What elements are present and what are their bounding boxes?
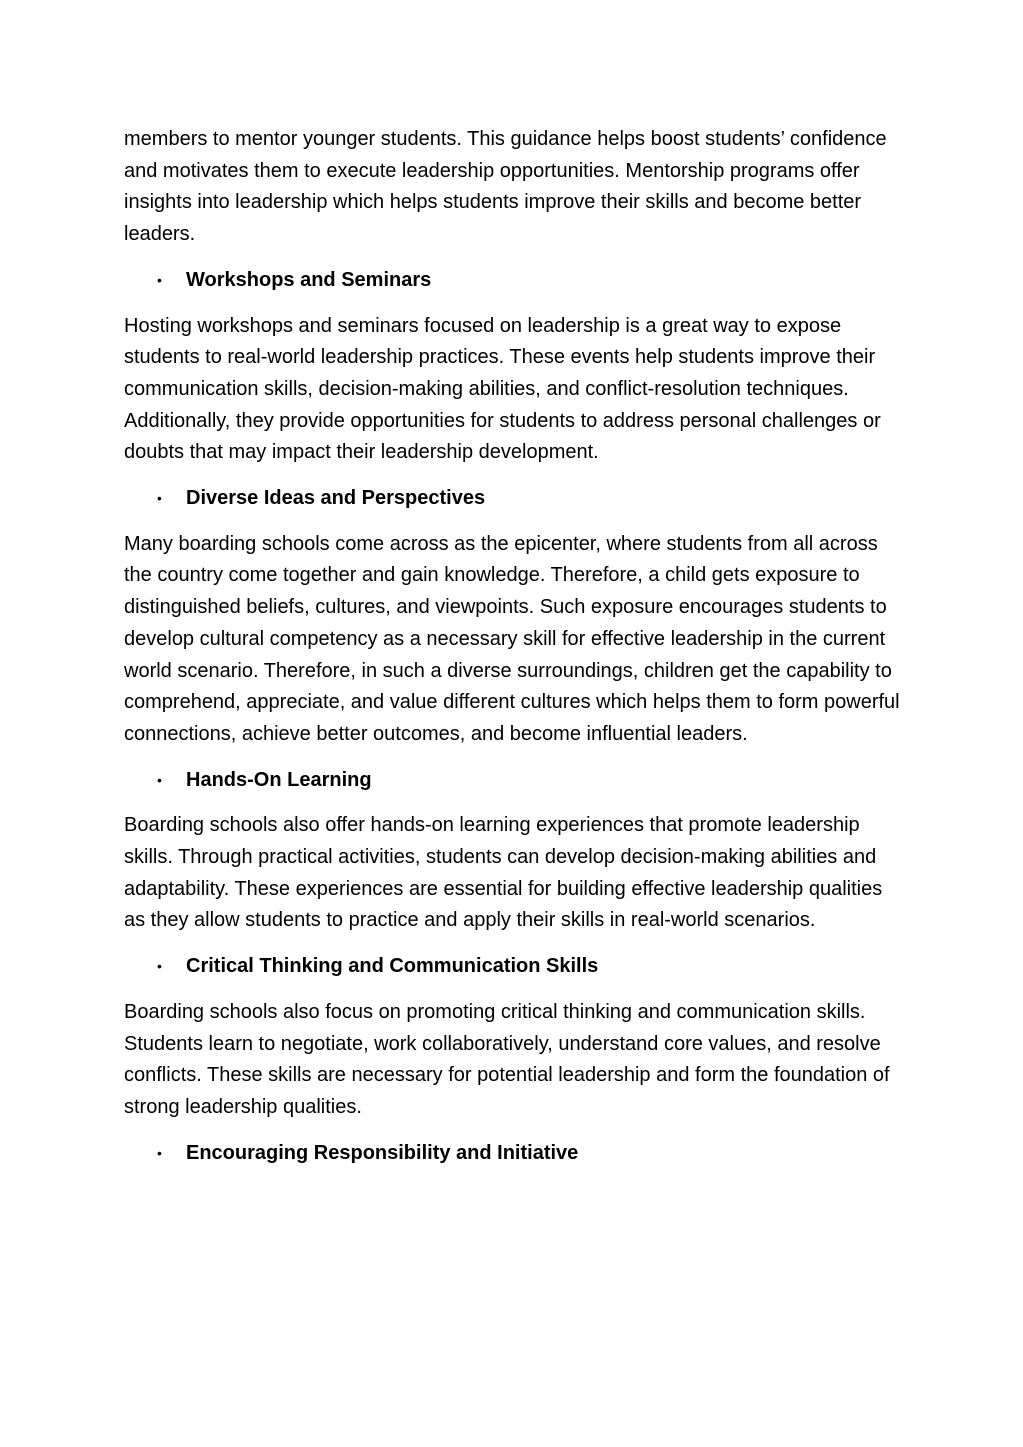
section-heading-hands-on [124,765,904,797]
section-body-hands-on: Boarding schools also offer hands-on learning experiences that promote leadership skills. Through practical activities, students can develop decision-making abilities and adaptability. These experiences are essential for building effective leadership qualities as they allow students to practice and apply their skills in real-world scenarios. [124,814,883,932]
bullet-icon: • [157,1144,162,1161]
bullet-icon: • [157,271,162,288]
section-heading-text: Workshops and Seminars [186,268,432,291]
section-heading-text: Diverse Ideas and Perspectives [186,487,486,510]
document-page [124,124,904,1169]
bullet-icon: • [157,958,162,975]
section-heading-diverse [124,483,904,515]
section-heading-text: Encouraging Responsibility and Initiative [186,1141,579,1164]
bullet-icon: • [157,771,162,788]
section-heading-workshops [124,265,904,297]
section-body-critical-thinking: Boarding schools also focus on promoting critical thinking and communication skills. Students learn to negotiate, work collaboratively, understand core values, and resolve conflicts. These skills are necessary for potential leadership and form the foundation of strong leadership qualities. [124,1000,890,1118]
intro-paragraph: members to mentor younger students. This guidance helps boost students’ confidence and motivates them to execute leadership opportunities. Mentorship programs offer insights into leadership which helps students improve their skills and become better leaders. [124,128,887,246]
section-body-workshops: Hosting workshops and seminars focused on leadership is a great way to expose students to real-world leadership practices. These events help students improve their communication skills, decision-making abilities, and conflict-resolution techniques. Additionally, they provide opportunities for students to address personal challenges or doubts that may impact their leadership development. [124,314,881,464]
section-body-diverse: Many boarding schools come across as the epicenter, where students from all across the country come together and gain knowledge. Therefore, a child gets exposure to distinguished beliefs, cultures, and viewpoints. Such exposure encourages students to develop cultural competency as a necessary skill for effective leadership in the current world scenario. Therefore, in such a diverse surroundings, children get the capability to comprehend, appreciate, and value different cultures which helps them to form powerful connections, achieve better outcomes, and become influential leaders. [124,532,900,745]
section-heading-text: Critical Thinking and Communication Skills [186,955,599,978]
section-heading-responsibility [124,1138,904,1170]
section-heading-critical-thinking [124,951,904,983]
section-heading-text: Hands-On Learning [186,768,372,791]
bullet-icon: • [157,490,162,507]
